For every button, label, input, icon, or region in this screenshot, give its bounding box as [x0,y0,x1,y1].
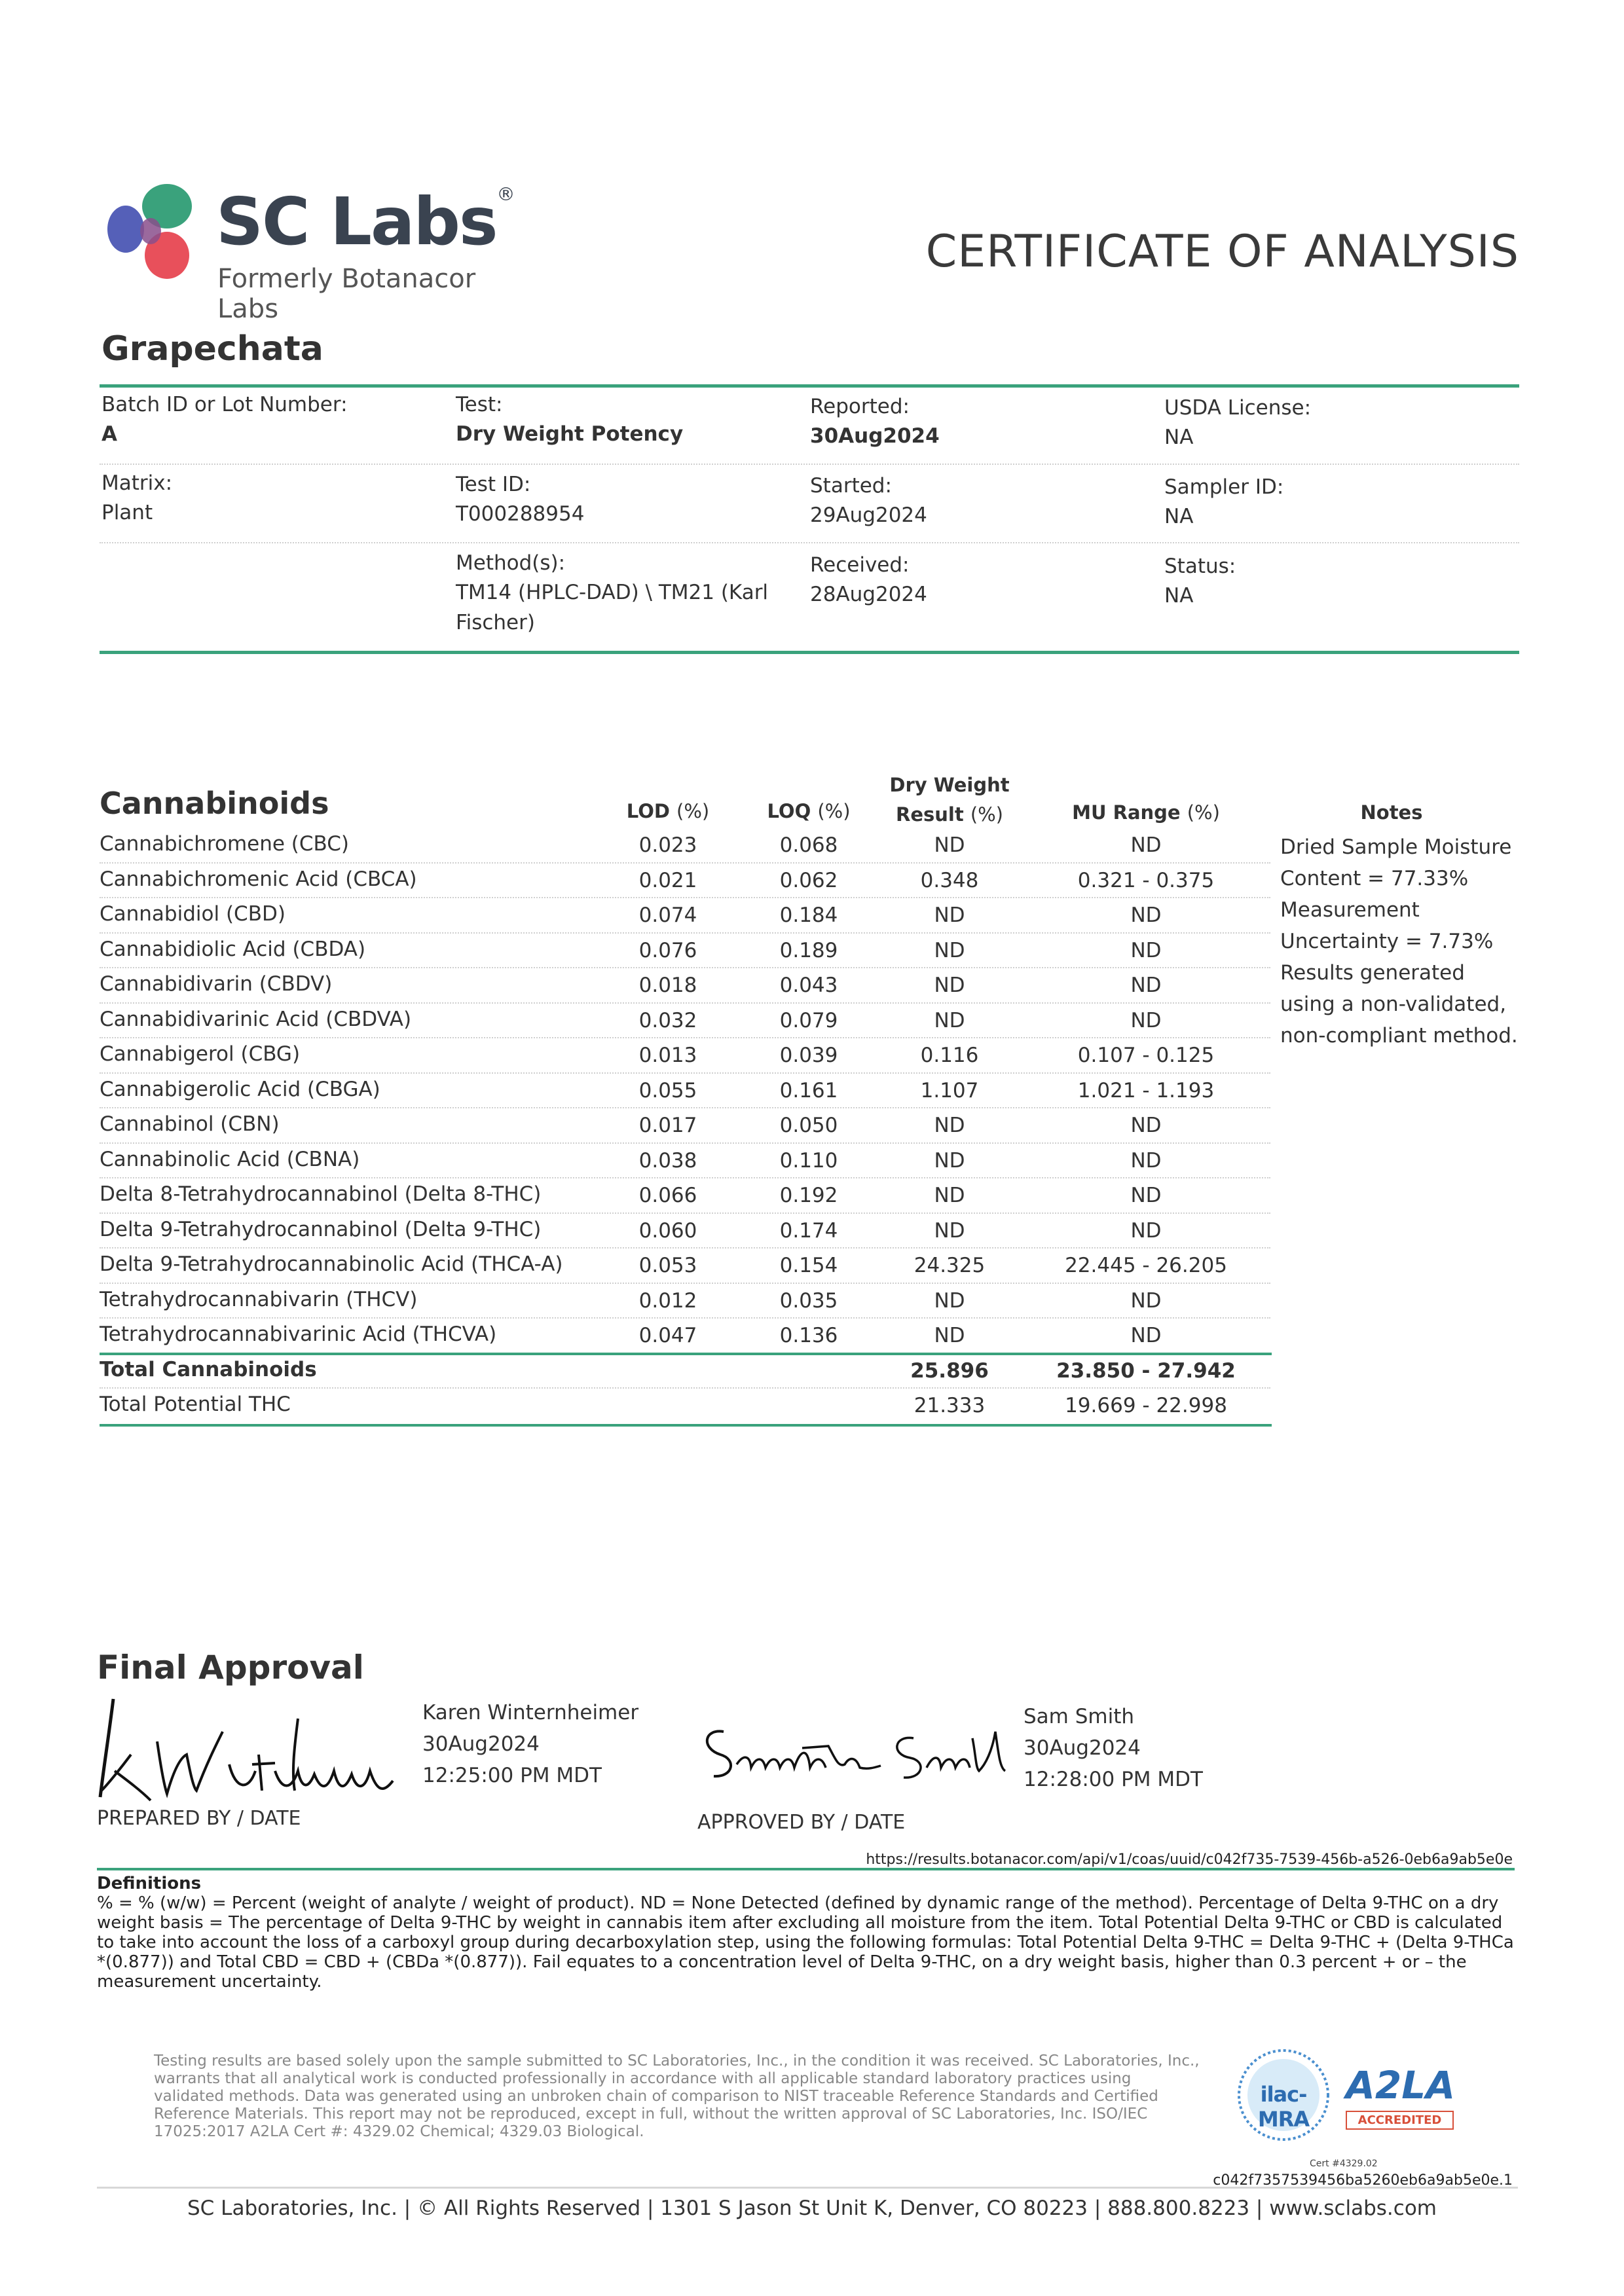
matrix-block [101,471,172,528]
ilac-label: ilac-MRA [1257,2082,1310,2132]
mu-value: 22.445 - 26.205 [1065,1254,1227,1277]
analyte-name: Cannabidivarinic Acid (CBDVA) [100,1007,412,1031]
result-value: ND [934,974,965,997]
logo-subtitle: Formerly Botanacor Labs [217,264,476,324]
result-header-line1: Dry Weight [889,774,1010,796]
table-row [0,1214,1624,1249]
result-header-unit: (%) [970,803,1003,826]
analyte-name: Cannabidivarin (CBDV) [100,972,333,996]
definitions-text: % = % (w/w) = Percent (weight of analyte / weight of product). ND = None Detected (defined by dynamic range of the method). Percentage of Delta 9-THC on a dry weight basis = The percentage of Delta 9-THC by weight in cannabis item after excluding all moisture from the item. Total Potential Delta 9-THC or CBD is calculated to take into account the loss of a carboxyl group during decarboxylation step, using the following formulas: Total Potential Delta 9-THC = Delta 9-THC + (Delta 9-THCa *(0.877)) and Total CBD = CBD + (CBDa *(0.877)). Fail equates to a concentration level of Delta 9-THC, on a dry weight basis, higher than 0.3 percent + or – the measurement uncertainty. [97,1893,1514,1992]
reported-value: 30Aug2024 [810,424,940,448]
table-row [0,1178,1624,1214]
test-label: Test: [456,393,503,416]
method-block [456,551,777,638]
result-value: ND [934,1218,965,1243]
matrix-value: Plant [101,501,153,524]
approved-signature-icon [697,1719,1012,1791]
loq-value: 0.161 [779,1078,838,1102]
info-bottom-rule [100,651,1519,654]
accredited-label: ACCREDITED [1346,2111,1454,2130]
status-value: NA [1164,584,1194,608]
logo-name: SC Labs [216,183,497,260]
received-block [810,553,927,610]
batch-label: Batch ID or Lot Number: [101,393,348,416]
sampler-label: Sampler ID: [1164,475,1284,499]
started-value: 29Aug2024 [810,503,927,527]
lod-value: 0.017 [638,1114,697,1137]
a2la-label: A2LA [1346,2063,1456,2107]
test-block [456,393,683,449]
total-cannabinoids-label: Total Cannabinoids [100,1357,317,1381]
lod-value: 0.012 [638,1288,697,1313]
total-thc-result: 21.333 [913,1394,986,1417]
mu-value: ND [1130,1288,1162,1313]
approval-bottom-rule [97,1868,1515,1870]
loq-value: 0.068 [779,833,838,857]
analyte-name: Delta 9-Tetrahydrocannabinolic Acid (THCA-A) [100,1252,563,1276]
loq-header-label: LOQ [767,800,811,822]
analyte-name: Cannabinolic Acid (CBNA) [100,1147,360,1171]
mu-value: 1.021 - 1.193 [1077,1078,1215,1102]
table-row [0,1248,1624,1284]
prepared-time: 12:25:00 PM MDT [422,1764,602,1787]
table-row [0,1144,1624,1179]
prepared-signature-icon [95,1692,403,1807]
batch-value: A [101,422,117,446]
definitions-title: Definitions [97,1874,202,1893]
result-value: ND [934,903,965,927]
loq-value: 0.043 [779,974,838,997]
table-row [0,1319,1624,1354]
prepared-name: Karen Winternheimer [422,1701,639,1724]
result-value: ND [934,938,965,962]
mu-value: ND [1130,903,1162,927]
analyte-name: Cannabigerolic Acid (CBGA) [100,1077,380,1101]
sc-labs-logo [105,180,537,324]
usda-block [1164,396,1311,452]
document-id: c042f7357539456ba5260eb6a9ab5e0e.1 [1213,2172,1513,2189]
sampler-value: NA [1164,505,1194,528]
result-value: 0.116 [920,1044,979,1067]
lod-value: 0.053 [638,1254,697,1277]
loq-value: 0.154 [779,1254,838,1277]
result-value: 1.107 [920,1078,979,1102]
lod-header-unit: (%) [676,800,710,822]
lod-value: 0.023 [638,833,697,857]
analyte-name: Cannabidiolic Acid (CBDA) [100,937,366,961]
table-row [0,1108,1624,1144]
lod-value: 0.021 [638,868,697,892]
analyte-name: Cannabigerol (CBG) [100,1042,301,1066]
total-cannabinoids-mu: 23.850 - 27.942 [1056,1358,1236,1383]
approved-meta [1024,1701,1203,1795]
loq-value: 0.136 [779,1324,838,1347]
method-label: Method(s): [456,551,566,575]
loq-value: 0.184 [779,903,838,927]
usda-label: USDA License: [1164,396,1312,420]
mu-value: ND [1130,1184,1162,1207]
cannabinoids-title: Cannabinoids [100,786,329,821]
total-cannabinoids-row [0,1354,1624,1389]
approved-caption: APPROVED BY / DATE [697,1811,906,1834]
mu-header [1048,801,1244,824]
result-header-label: Result [895,803,964,826]
disclaimer-text: Testing results are based solely upon the sample submitted to SC Laboratories, Inc., in the condition it was received. SC Laboratories, Inc., warrants that all analytical work is conducted professionally in accordance with all applicable standard laboratory practices using validated methods. Data was generated using an unbroken chain of comparison to NIST traceable Reference Standards and Certified Reference Materials. This report may not be reproduced, except in full, without the written approval of SC Laboratories, Inc. ISO/IEC 17025:2017 A2LA Cert #: 4329.02 Chemical; 4329.03 Biological. [154,2052,1200,2140]
prepared-date: 30Aug2024 [422,1732,540,1756]
lod-value: 0.013 [638,1044,697,1067]
loq-value: 0.110 [779,1148,838,1173]
prepared-meta [422,1697,638,1791]
final-approval-title: Final Approval [97,1649,364,1686]
product-name: Grapechata [101,329,323,369]
result-header [871,771,1028,829]
lod-value: 0.076 [638,938,697,962]
mu-value: 0.321 - 0.375 [1077,868,1215,892]
total-thc-mu: 19.669 - 22.998 [1065,1394,1227,1417]
loq-value: 0.050 [779,1114,838,1137]
received-label: Received: [810,553,910,577]
approved-date: 30Aug2024 [1024,1736,1141,1760]
footer-text: SC Laboratories, Inc. | © All Rights Reserved | 1301 S Jason St Unit K, Denver, CO 80223 | 888.800.8223 | www.sclabs.com [187,2196,1437,2220]
result-value: 24.325 [913,1254,986,1277]
result-value: ND [934,1114,965,1137]
mu-value: ND [1130,833,1162,857]
testid-label: Test ID: [456,473,531,496]
mu-value: ND [1130,1324,1162,1347]
loq-value: 0.079 [779,1008,838,1032]
reported-label: Reported: [810,395,910,418]
result-value: ND [934,1288,965,1313]
lod-header-label: LOD [626,800,670,822]
testid-block [456,473,584,529]
result-value: ND [934,1184,965,1207]
mu-value: ND [1130,974,1162,997]
lod-value: 0.060 [638,1218,697,1243]
loq-value: 0.174 [779,1218,838,1243]
mu-header-label: MU Range [1072,801,1181,824]
analyte-name: Cannabichromenic Acid (CBCA) [100,867,417,891]
analyte-name: Cannabichromene (CBC) [100,832,349,856]
lod-value: 0.074 [638,903,697,927]
mu-value: ND [1130,1008,1162,1032]
loq-value: 0.035 [779,1288,838,1313]
mu-value: ND [1130,1148,1162,1173]
reported-block [810,395,940,451]
lod-value: 0.055 [638,1078,697,1102]
mu-value: ND [1130,938,1162,962]
lod-value: 0.047 [638,1324,697,1347]
loq-value: 0.192 [779,1184,838,1207]
table-row [0,1074,1624,1109]
testid-value: T000288954 [456,502,585,526]
definitions [97,1874,1518,1992]
result-value: ND [934,1148,965,1173]
usda-value: NA [1164,426,1194,449]
lod-value: 0.038 [638,1148,697,1173]
approved-name: Sam Smith [1024,1705,1135,1728]
total-thc-label: Total Potential THC [100,1393,291,1416]
loq-value: 0.039 [779,1044,838,1067]
a2la-badge [1346,2062,1454,2134]
ilac-badge [1234,2046,1333,2144]
sampler-block [1164,475,1283,532]
loq-value: 0.189 [779,938,838,962]
started-block [810,474,927,530]
analyte-name: Cannabinol (CBN) [100,1112,280,1136]
total-cannabinoids-result: 25.896 [910,1358,989,1383]
status-label: Status: [1164,555,1236,578]
approved-time: 12:28:00 PM MDT [1024,1768,1203,1791]
loq-header-unit: (%) [817,800,851,822]
prepared-caption: PREPARED BY / DATE [97,1807,301,1830]
document-title: CERTIFICATE OF ANALYSIS [925,226,1519,278]
analyte-name: Delta 8-Tetrahydrocannabinol (Delta 8-THC) [100,1182,542,1206]
lod-value: 0.018 [638,974,697,997]
loq-header [756,800,861,822]
analyte-name: Tetrahydrocannabivarin (THCV) [100,1287,418,1311]
analyte-name: Tetrahydrocannabivarinic Acid (THCVA) [100,1322,497,1346]
result-value: 0.348 [920,868,979,892]
result-value: ND [934,1008,965,1032]
mu-value: 0.107 - 0.125 [1077,1044,1215,1067]
loq-value: 0.062 [779,868,838,892]
header-rule [100,384,1519,388]
lod-value: 0.032 [638,1008,697,1032]
result-value: ND [934,1324,965,1347]
method-value: TM14 (HPLC-DAD) \ TM21 (Karl Fischer) [456,581,769,634]
received-value: 28Aug2024 [810,583,927,606]
mu-value: ND [1130,1218,1162,1243]
logo-mark-icon [105,180,203,285]
batch-block [101,393,348,449]
test-value: Dry Weight Potency [456,422,684,446]
registered-mark: ® [496,183,514,205]
results-url[interactable]: https://results.botanacor.com/api/v1/coas/uuid/c042f735-7539-456b-a526-0eb6a9ab5e0e [866,1851,1513,1868]
table-row [0,1284,1624,1319]
lod-header [616,800,720,822]
analyte-name: Delta 9-Tetrahydrocannabinol (Delta 9-THC) [100,1217,542,1241]
analyte-name: Cannabidiol (CBD) [100,902,286,926]
lod-value: 0.066 [638,1184,697,1207]
notes-text: Dried Sample Moisture Content = 77.33% Measurement Uncertainty = 7.73% Results generated using a non-validated, non-compliant method. [1280,835,1518,1048]
result-value: ND [934,833,965,857]
mu-value: ND [1130,1114,1162,1137]
table-bottom-rule [100,1424,1272,1427]
notes-header: Notes [1360,801,1423,824]
cert-number: Cert #4329.02 [1310,2159,1378,2169]
status-block [1164,555,1236,611]
matrix-label: Matrix: [101,471,173,495]
started-label: Started: [810,474,892,498]
total-thc-row [0,1389,1624,1424]
mu-header-unit: (%) [1187,801,1220,824]
